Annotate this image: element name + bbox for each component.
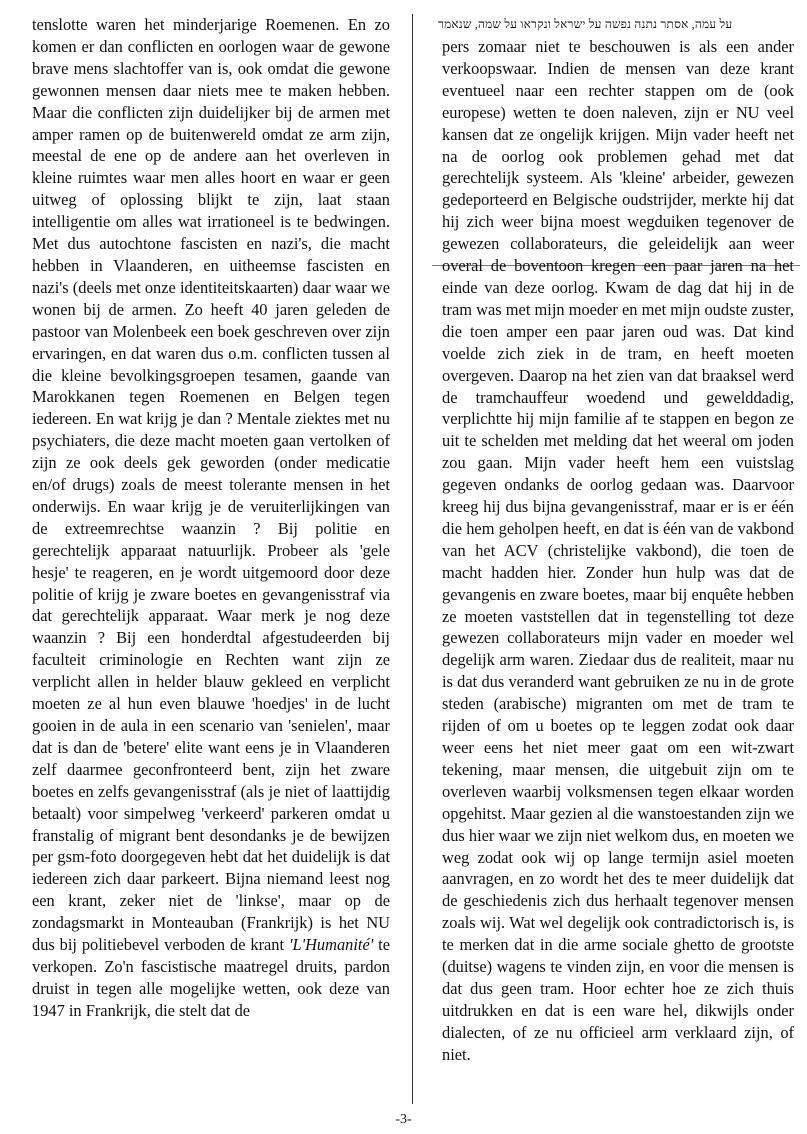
- left-column: [32, 14, 390, 1022]
- hebrew-header-text: על עמה, אסתר נתנה נפשה על ישראל ונקראו על שמה, שנאמר: [438, 17, 733, 31]
- left-column-text-end: te verkopen. Zo'n fascistische maatregel druits, pardon druist in tegen alle mogelijke wetten, ook deze van 1947 in Frankrijk, die stelt dat de: [32, 935, 390, 1020]
- newspaper-name: 'L'Humanité': [288, 935, 374, 955]
- left-column-text: tenslotte waren het minderjarige Roemenen. En zo komen er dan conflicten en oorlogen waar de gewone brave mens slachtoffer van is, ook omdat die gewone gewonnen mensen daar niets mee te maken hebben. Maar die conflicten zijn duidelijker bij de armen met amper ramen op de buitenwereld omdat ze arm zijn, meestal de ene op de andere aan het overleven in kleine ruimtes waar men alles hoort en waar er geen uitweg of oplossing blijkt te zijn, laat staan intelligentie om alles wat irrationeel is te bedwingen. Met dus autochtone fascisten en nazi's, die macht hebben in Vlaanderen, en uitheemse fascisten en nazi's (deels met onze identiteitskaarten) daar waar we wonen bij de armen. Zo heeft 40 jaren geleden de pastoor van Molenbeek een boek geschreven over zijn ervaringen, en dat waren dus o.m. conflicten tussen al die kleine bevolkingsgroepen tesamen, gaande van Marokkanen tegen Roemenen en Belgen tegen iedereen. En wat krijg je dan ? Mentale ziektes met nu psychiaters, die deze macht moeten gaan vertolken of zijn ze ook deels gek geworden (onder medicatie en/of drugs) zoals de meest tolerante mensen in het onderwijs. En waar krijg je de veruiterlijkingen van de extreemrechtse waanzin ? Bij politie en gerechtelijk apparaat natuurlijk. Probeer als 'gele hesje' te reageren, en je wordt uitgemoord door deze politie of krijg je zware boetes en gevangenisstraf via dat gerechtelijk apparaat. Waar merk je nog deze waanzin ? Bij een honderdtal afgestudeerden bij faculteit criminologie en Rechten want zijn ze verplicht allen in helder blauw gekleed en verplicht moeten ze al hun even blauwe 'hoedjes' in de lucht gooien in de aula in een scenario van 'senielen', maar dat is dan de 'betere' elite want eens je in Vlaanderen zelf daarmee geconfronteerd bent, zijn het zware boetes en zelfs gevangenisstraf (als je niet of laattijdig betaalt) voor simpelweg 'verkeerd' parkeren omdat u franstalig of migrant bent desondanks je de bewijzen per gsm-foto doorgegeven hebt dat het duidelijk is dat iedereen zich daar parkeert. Bijna niemand leest nog een krant, zeker niet de 'linkse', maar op de zondagsmarkt in Monteauban (Frankrijk) is het NU dus bij politiebevel verboden de krant: [32, 15, 390, 955]
- right-column: [442, 36, 794, 1066]
- page-number: -3-: [395, 1112, 412, 1127]
- column-divider: [412, 14, 413, 1104]
- right-column-text: pers zomaar niet te beschouwen is als een ander verkoopswaar. Indien de mensen van deze krant eventueel naar een rechter stappen om de (ook europese) wetten te doen naleven, zijn er NU veel kansen dat ze ongelijk krijgen. Mijn vader heeft net na de oorlog ook problemen gehad met dat gerechtelijk systeem. Als 'kleine' arbeider, gewezen gedeporteerd en Belgische oudstrijder, merkte hij dat hij zich weer bijna moest wegduiken tegenover de gewezen collaborateurs, die geleidelijk aan weer overal de boventoon kregen een paar jaren na het einde van deze oorlog. Kwam de dag dat hij in de tram was met mijn moeder en met mijn oudste zuster, die toen amper een paar jaren oud was. Dat kind voelde zich ziek in de tram, en heeft moeten overgeven. Daarop na het zien van dat braaksel werd de tramchauffeur woedend und gewelddadig, verplichtte hij mijn familie af te stappen en begon ze uit te schelden met melding dat het weeral om joden zou gaan. Mijn vader heeft hem een vuistslag gegeven ondanks de oorlog gedaan was. Daarvoor kreeg hij dus bijna gevangenisstraf, maar er is er één die hem geholpen heeft, en dat is één van de vakbond van het ACV (christelijke vakbond), die toen de macht hadden hier. Zonder hun hulp was dat de gevangenis en zware boetes, maar bij enquête hebben ze moeten vaststellen dat in tegenstelling tot deze gewezen collaborateurs mijn vader en moeder wel degelijk arm waren. Ziedaar dus de realiteit, maar nu is dat dus veranderd want gebruiken ze nu in de grote steden (arabische) migranten om met de tram te rijden of om u boetes op te leggen zodat ook daar weer eens het niet meer gaat om een wit-zwart tekening, maar mensen, die uitgebuit zijn om te overleven waarbij volksmensen tegen elkaar worden opgehitst. Maar gezien al die wanstoestanden zijn we dus hier waar we zijn niet welkom dus, en moeten we weg zodat ook wij op lange termijn asiel moeten aanvragen, en zo wordt het des te meer duidelijk dat de geschiedenis zich dus herhaalt tegenover mensen zoals wij. Wat wel degelijk ook contradictorisch is, is te merken dat in die arme sociale ghetto de grootste (duitse) wagens te vinden zijn, en voor die mensen is dat dus geen tram. Hoor echter hoe ze zich thuis uitdrukken en dat is een ware hel, dikwijls onder dialecten, of ze nu officieel arm verklaard zijn, of niet.: [442, 37, 794, 1064]
